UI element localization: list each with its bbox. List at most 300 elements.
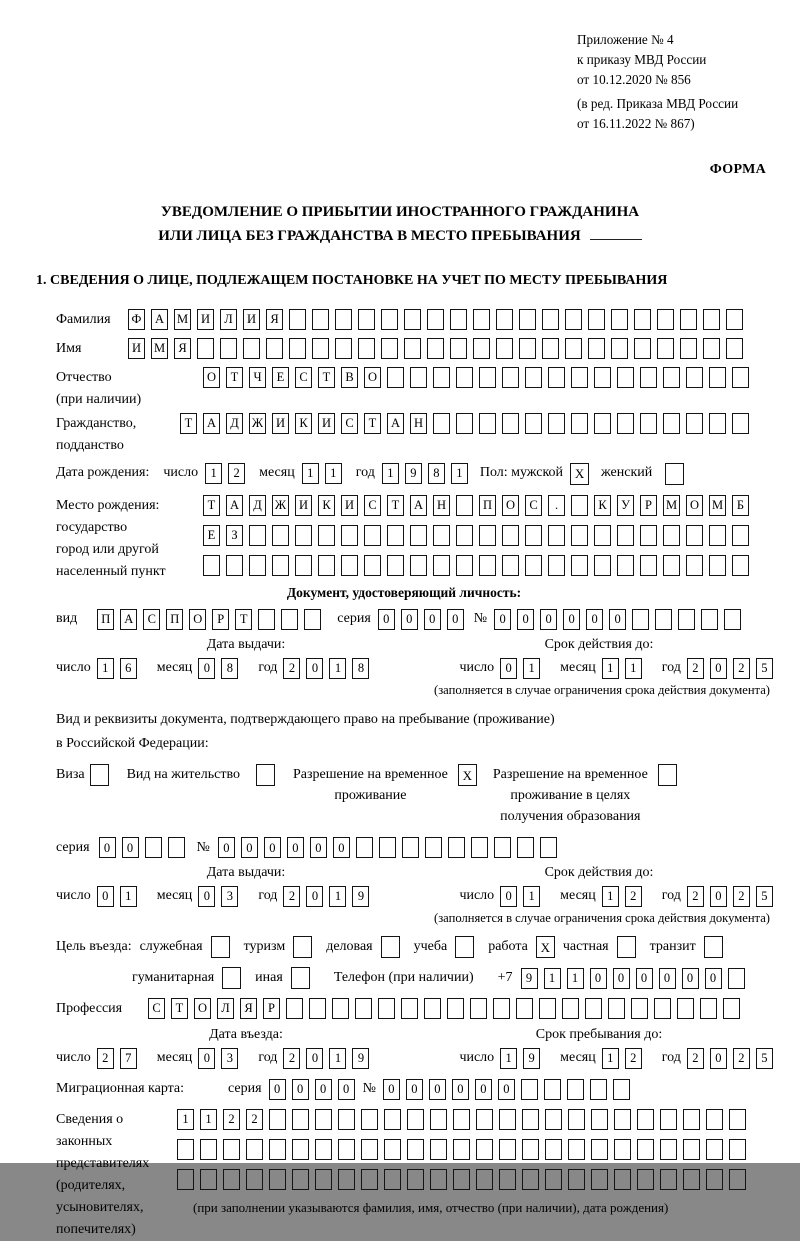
form-cell[interactable]: 6 bbox=[120, 658, 137, 679]
form-cell[interactable] bbox=[571, 555, 588, 576]
form-cell[interactable] bbox=[200, 1139, 217, 1160]
form-cell[interactable]: 0 bbox=[97, 886, 114, 907]
form-cell[interactable] bbox=[660, 1169, 677, 1190]
form-cell[interactable]: М bbox=[663, 495, 680, 516]
form-cell[interactable] bbox=[249, 525, 266, 546]
form-cell[interactable]: К bbox=[594, 495, 611, 516]
form-cell[interactable] bbox=[338, 1139, 355, 1160]
form-cell[interactable] bbox=[430, 1109, 447, 1130]
form-cell[interactable] bbox=[381, 309, 398, 330]
form-cell[interactable]: 1 bbox=[567, 968, 584, 989]
form-cell[interactable] bbox=[545, 1109, 562, 1130]
form-cell[interactable] bbox=[678, 609, 695, 630]
form-cell[interactable]: 0 bbox=[500, 658, 517, 679]
form-cell[interactable] bbox=[407, 1139, 424, 1160]
form-cell[interactable]: 0 bbox=[99, 837, 116, 858]
form-cell[interactable] bbox=[726, 338, 743, 359]
form-cell[interactable] bbox=[706, 1139, 723, 1160]
form-cell[interactable] bbox=[295, 555, 312, 576]
form-cell[interactable] bbox=[387, 367, 404, 388]
form-cell[interactable]: Е bbox=[203, 525, 220, 546]
form-cell[interactable]: 0 bbox=[269, 1079, 286, 1100]
checkbox-business[interactable] bbox=[381, 936, 400, 958]
form-cell[interactable] bbox=[226, 555, 243, 576]
form-cell[interactable]: 0 bbox=[122, 837, 139, 858]
form-cell[interactable]: 8 bbox=[428, 463, 445, 484]
form-cell[interactable] bbox=[525, 413, 542, 434]
form-cell[interactable] bbox=[476, 1169, 493, 1190]
form-cell[interactable]: Т bbox=[203, 495, 220, 516]
form-cell[interactable] bbox=[168, 837, 185, 858]
form-cell[interactable] bbox=[384, 1139, 401, 1160]
form-cell[interactable] bbox=[726, 309, 743, 330]
form-cell[interactable]: 9 bbox=[405, 463, 422, 484]
form-cell[interactable] bbox=[521, 1079, 538, 1100]
form-cell[interactable] bbox=[479, 367, 496, 388]
form-cell[interactable]: У bbox=[617, 495, 634, 516]
form-cell[interactable]: 9 bbox=[521, 968, 538, 989]
form-cell[interactable] bbox=[729, 1109, 746, 1130]
form-cell[interactable] bbox=[663, 367, 680, 388]
form-cell[interactable] bbox=[243, 338, 260, 359]
form-cell[interactable]: О bbox=[686, 495, 703, 516]
form-cell[interactable] bbox=[315, 1139, 332, 1160]
form-cell[interactable]: С bbox=[364, 495, 381, 516]
form-cell[interactable] bbox=[453, 1139, 470, 1160]
form-cell[interactable] bbox=[338, 1109, 355, 1130]
form-cell[interactable] bbox=[545, 1169, 562, 1190]
form-cell[interactable] bbox=[433, 413, 450, 434]
form-cell[interactable]: А bbox=[410, 495, 427, 516]
form-cell[interactable]: 0 bbox=[613, 968, 630, 989]
form-cell[interactable] bbox=[246, 1139, 263, 1160]
form-cell[interactable] bbox=[318, 525, 335, 546]
form-cell[interactable]: 2 bbox=[625, 1048, 642, 1069]
checkbox-transit[interactable] bbox=[704, 936, 723, 958]
form-cell[interactable] bbox=[433, 525, 450, 546]
form-cell[interactable] bbox=[145, 837, 162, 858]
form-cell[interactable] bbox=[286, 998, 303, 1019]
form-cell[interactable] bbox=[640, 525, 657, 546]
form-cell[interactable]: 2 bbox=[223, 1109, 240, 1130]
form-cell[interactable] bbox=[361, 1169, 378, 1190]
form-cell[interactable] bbox=[568, 1169, 585, 1190]
form-cell[interactable] bbox=[617, 555, 634, 576]
form-cell[interactable] bbox=[223, 1139, 240, 1160]
form-cell[interactable] bbox=[729, 1169, 746, 1190]
form-cell[interactable] bbox=[614, 1169, 631, 1190]
form-cell[interactable] bbox=[617, 413, 634, 434]
form-cell[interactable] bbox=[683, 1169, 700, 1190]
form-cell[interactable]: 1 bbox=[602, 658, 619, 679]
form-cell[interactable] bbox=[315, 1109, 332, 1130]
form-cell[interactable]: О bbox=[364, 367, 381, 388]
form-cell[interactable]: 1 bbox=[205, 463, 222, 484]
form-cell[interactable] bbox=[410, 555, 427, 576]
form-cell[interactable] bbox=[269, 1169, 286, 1190]
form-cell[interactable]: 1 bbox=[382, 463, 399, 484]
form-cell[interactable]: 1 bbox=[329, 886, 346, 907]
form-cell[interactable] bbox=[335, 338, 352, 359]
form-cell[interactable]: Р bbox=[263, 998, 280, 1019]
form-cell[interactable] bbox=[493, 998, 510, 1019]
form-cell[interactable] bbox=[456, 555, 473, 576]
form-cell[interactable] bbox=[312, 338, 329, 359]
checkbox-female[interactable] bbox=[665, 463, 684, 485]
form-cell[interactable]: 0 bbox=[590, 968, 607, 989]
form-cell[interactable] bbox=[384, 1169, 401, 1190]
form-cell[interactable]: 1 bbox=[602, 886, 619, 907]
form-cell[interactable]: 1 bbox=[200, 1109, 217, 1130]
checkbox-work[interactable]: X bbox=[536, 936, 555, 958]
form-cell[interactable] bbox=[177, 1139, 194, 1160]
form-cell[interactable]: 9 bbox=[352, 1048, 369, 1069]
form-cell[interactable] bbox=[404, 309, 421, 330]
form-cell[interactable] bbox=[266, 338, 283, 359]
form-cell[interactable] bbox=[594, 367, 611, 388]
form-cell[interactable]: 0 bbox=[310, 837, 327, 858]
form-cell[interactable]: 1 bbox=[329, 658, 346, 679]
form-cell[interactable]: А bbox=[387, 413, 404, 434]
form-cell[interactable] bbox=[614, 1139, 631, 1160]
form-cell[interactable]: А bbox=[226, 495, 243, 516]
form-cell[interactable]: К bbox=[295, 413, 312, 434]
form-cell[interactable] bbox=[732, 555, 749, 576]
form-cell[interactable]: 0 bbox=[710, 658, 727, 679]
form-cell[interactable]: 0 bbox=[429, 1079, 446, 1100]
form-cell[interactable] bbox=[387, 525, 404, 546]
form-cell[interactable]: З bbox=[226, 525, 243, 546]
form-cell[interactable]: 0 bbox=[333, 837, 350, 858]
form-cell[interactable] bbox=[430, 1139, 447, 1160]
form-cell[interactable] bbox=[548, 413, 565, 434]
form-cell[interactable] bbox=[548, 367, 565, 388]
form-cell[interactable] bbox=[709, 525, 726, 546]
form-cell[interactable]: С bbox=[148, 998, 165, 1019]
form-cell[interactable]: 1 bbox=[500, 1048, 517, 1069]
form-cell[interactable] bbox=[632, 609, 649, 630]
form-cell[interactable]: Я bbox=[240, 998, 257, 1019]
form-cell[interactable]: О bbox=[502, 495, 519, 516]
form-cell[interactable] bbox=[706, 1169, 723, 1190]
form-cell[interactable]: 0 bbox=[636, 968, 653, 989]
form-cell[interactable] bbox=[637, 1109, 654, 1130]
form-cell[interactable]: 1 bbox=[177, 1109, 194, 1130]
form-cell[interactable]: 0 bbox=[586, 609, 603, 630]
form-cell[interactable] bbox=[568, 1109, 585, 1130]
form-cell[interactable] bbox=[700, 998, 717, 1019]
form-cell[interactable] bbox=[724, 609, 741, 630]
form-cell[interactable]: 0 bbox=[378, 609, 395, 630]
form-cell[interactable]: И bbox=[341, 495, 358, 516]
form-cell[interactable] bbox=[499, 1139, 516, 1160]
form-cell[interactable]: О bbox=[194, 998, 211, 1019]
form-cell[interactable]: В bbox=[341, 367, 358, 388]
form-cell[interactable] bbox=[571, 525, 588, 546]
form-cell[interactable]: 5 bbox=[756, 886, 773, 907]
form-cell[interactable]: 2 bbox=[246, 1109, 263, 1130]
form-cell[interactable]: 0 bbox=[292, 1079, 309, 1100]
form-cell[interactable]: О bbox=[203, 367, 220, 388]
form-cell[interactable] bbox=[424, 998, 441, 1019]
form-cell[interactable] bbox=[502, 555, 519, 576]
form-cell[interactable]: 5 bbox=[756, 1048, 773, 1069]
form-cell[interactable]: Р bbox=[212, 609, 229, 630]
form-cell[interactable]: М bbox=[709, 495, 726, 516]
form-cell[interactable] bbox=[361, 1109, 378, 1130]
form-cell[interactable] bbox=[430, 1169, 447, 1190]
form-cell[interactable]: 0 bbox=[264, 837, 281, 858]
form-cell[interactable] bbox=[686, 413, 703, 434]
form-cell[interactable] bbox=[655, 609, 672, 630]
form-cell[interactable]: 0 bbox=[383, 1079, 400, 1100]
form-cell[interactable]: 1 bbox=[451, 463, 468, 484]
checkbox-temp-residence[interactable]: X bbox=[458, 764, 477, 786]
form-cell[interactable] bbox=[341, 555, 358, 576]
form-cell[interactable] bbox=[608, 998, 625, 1019]
form-cell[interactable] bbox=[571, 413, 588, 434]
form-cell[interactable] bbox=[448, 837, 465, 858]
form-cell[interactable] bbox=[220, 338, 237, 359]
form-cell[interactable]: 2 bbox=[687, 658, 704, 679]
form-cell[interactable] bbox=[723, 998, 740, 1019]
form-cell[interactable] bbox=[614, 1109, 631, 1130]
form-cell[interactable] bbox=[728, 968, 745, 989]
form-cell[interactable] bbox=[203, 555, 220, 576]
form-cell[interactable]: 1 bbox=[329, 1048, 346, 1069]
form-cell[interactable]: 9 bbox=[352, 886, 369, 907]
form-cell[interactable] bbox=[542, 309, 559, 330]
form-cell[interactable]: 0 bbox=[659, 968, 676, 989]
form-cell[interactable]: 2 bbox=[687, 1048, 704, 1069]
form-cell[interactable]: Т bbox=[235, 609, 252, 630]
form-cell[interactable] bbox=[634, 309, 651, 330]
form-cell[interactable] bbox=[567, 1079, 584, 1100]
form-cell[interactable]: 0 bbox=[241, 837, 258, 858]
form-cell[interactable]: 0 bbox=[198, 886, 215, 907]
checkbox-study[interactable] bbox=[455, 936, 474, 958]
form-cell[interactable] bbox=[456, 495, 473, 516]
form-cell[interactable] bbox=[309, 998, 326, 1019]
form-cell[interactable]: 2 bbox=[283, 658, 300, 679]
form-cell[interactable]: 8 bbox=[221, 658, 238, 679]
form-cell[interactable] bbox=[631, 998, 648, 1019]
form-cell[interactable]: 1 bbox=[302, 463, 319, 484]
form-cell[interactable] bbox=[387, 555, 404, 576]
form-cell[interactable]: М bbox=[174, 309, 191, 330]
form-cell[interactable] bbox=[729, 1139, 746, 1160]
form-cell[interactable] bbox=[663, 525, 680, 546]
form-cell[interactable]: 0 bbox=[306, 1048, 323, 1069]
form-cell[interactable]: Т bbox=[364, 413, 381, 434]
form-cell[interactable] bbox=[258, 609, 275, 630]
form-cell[interactable] bbox=[701, 609, 718, 630]
form-cell[interactable]: 0 bbox=[452, 1079, 469, 1100]
form-cell[interactable]: Т bbox=[171, 998, 188, 1019]
form-cell[interactable] bbox=[272, 525, 289, 546]
form-cell[interactable]: Д bbox=[226, 413, 243, 434]
form-cell[interactable] bbox=[292, 1169, 309, 1190]
form-cell[interactable] bbox=[471, 837, 488, 858]
checkbox-tourism[interactable] bbox=[293, 936, 312, 958]
form-cell[interactable] bbox=[499, 1169, 516, 1190]
form-cell[interactable]: 0 bbox=[401, 609, 418, 630]
form-cell[interactable] bbox=[379, 837, 396, 858]
form-cell[interactable]: С bbox=[341, 413, 358, 434]
form-cell[interactable] bbox=[433, 367, 450, 388]
form-cell[interactable]: 2 bbox=[733, 1048, 750, 1069]
form-cell[interactable] bbox=[568, 1139, 585, 1160]
form-cell[interactable] bbox=[732, 413, 749, 434]
form-cell[interactable] bbox=[456, 525, 473, 546]
form-cell[interactable] bbox=[427, 338, 444, 359]
form-cell[interactable]: 2 bbox=[687, 886, 704, 907]
form-cell[interactable] bbox=[318, 555, 335, 576]
form-cell[interactable]: . bbox=[548, 495, 565, 516]
form-cell[interactable]: 0 bbox=[198, 658, 215, 679]
form-cell[interactable]: 0 bbox=[306, 658, 323, 679]
form-cell[interactable]: П bbox=[479, 495, 496, 516]
form-cell[interactable] bbox=[548, 555, 565, 576]
checkbox-residence-permit[interactable] bbox=[256, 764, 275, 786]
form-cell[interactable]: 0 bbox=[306, 886, 323, 907]
form-cell[interactable]: Я bbox=[266, 309, 283, 330]
form-cell[interactable] bbox=[594, 555, 611, 576]
form-cell[interactable]: А bbox=[203, 413, 220, 434]
form-cell[interactable] bbox=[703, 309, 720, 330]
form-cell[interactable]: 0 bbox=[500, 886, 517, 907]
form-cell[interactable] bbox=[640, 555, 657, 576]
form-cell[interactable]: 2 bbox=[283, 886, 300, 907]
form-cell[interactable]: 1 bbox=[602, 1048, 619, 1069]
form-cell[interactable]: 0 bbox=[498, 1079, 515, 1100]
form-cell[interactable]: 0 bbox=[406, 1079, 423, 1100]
form-cell[interactable]: Ф bbox=[128, 309, 145, 330]
form-cell[interactable]: 1 bbox=[625, 658, 642, 679]
form-cell[interactable] bbox=[519, 309, 536, 330]
form-cell[interactable]: 0 bbox=[494, 609, 511, 630]
form-cell[interactable] bbox=[295, 525, 312, 546]
form-cell[interactable] bbox=[378, 998, 395, 1019]
form-cell[interactable] bbox=[522, 1169, 539, 1190]
form-cell[interactable]: 0 bbox=[540, 609, 557, 630]
checkbox-other[interactable] bbox=[291, 967, 310, 989]
form-cell[interactable] bbox=[502, 367, 519, 388]
form-cell[interactable] bbox=[548, 525, 565, 546]
form-cell[interactable] bbox=[332, 998, 349, 1019]
form-cell[interactable] bbox=[364, 555, 381, 576]
form-cell[interactable]: А bbox=[120, 609, 137, 630]
form-cell[interactable] bbox=[525, 525, 542, 546]
form-cell[interactable]: М bbox=[151, 338, 168, 359]
form-cell[interactable] bbox=[358, 309, 375, 330]
form-cell[interactable]: Т bbox=[226, 367, 243, 388]
form-cell[interactable] bbox=[571, 367, 588, 388]
checkbox-visa[interactable] bbox=[90, 764, 109, 786]
form-cell[interactable] bbox=[706, 1109, 723, 1130]
form-cell[interactable] bbox=[407, 1169, 424, 1190]
form-cell[interactable]: Д bbox=[249, 495, 266, 516]
form-cell[interactable]: Ж bbox=[249, 413, 266, 434]
form-cell[interactable]: Л bbox=[217, 998, 234, 1019]
form-cell[interactable]: 0 bbox=[609, 609, 626, 630]
form-cell[interactable]: 0 bbox=[563, 609, 580, 630]
form-cell[interactable] bbox=[640, 413, 657, 434]
form-cell[interactable]: 7 bbox=[120, 1048, 137, 1069]
form-cell[interactable] bbox=[686, 525, 703, 546]
form-cell[interactable] bbox=[502, 413, 519, 434]
form-cell[interactable] bbox=[473, 338, 490, 359]
form-cell[interactable] bbox=[680, 338, 697, 359]
form-cell[interactable] bbox=[709, 413, 726, 434]
form-cell[interactable] bbox=[640, 367, 657, 388]
form-cell[interactable]: Т bbox=[318, 367, 335, 388]
form-cell[interactable] bbox=[453, 1169, 470, 1190]
form-cell[interactable] bbox=[450, 309, 467, 330]
form-cell[interactable] bbox=[686, 555, 703, 576]
form-cell[interactable] bbox=[249, 555, 266, 576]
form-cell[interactable]: 0 bbox=[218, 837, 235, 858]
form-cell[interactable]: 0 bbox=[447, 609, 464, 630]
form-cell[interactable] bbox=[361, 1139, 378, 1160]
form-cell[interactable] bbox=[496, 338, 513, 359]
form-cell[interactable] bbox=[540, 837, 557, 858]
form-cell[interactable] bbox=[634, 338, 651, 359]
form-cell[interactable]: Р bbox=[640, 495, 657, 516]
form-cell[interactable] bbox=[381, 338, 398, 359]
form-cell[interactable]: С bbox=[295, 367, 312, 388]
form-cell[interactable] bbox=[525, 555, 542, 576]
form-cell[interactable]: 1 bbox=[544, 968, 561, 989]
form-cell[interactable]: Н bbox=[433, 495, 450, 516]
form-cell[interactable] bbox=[456, 413, 473, 434]
form-cell[interactable] bbox=[545, 1139, 562, 1160]
form-cell[interactable] bbox=[686, 367, 703, 388]
form-cell[interactable]: Я bbox=[174, 338, 191, 359]
checkbox-humanitarian[interactable] bbox=[222, 967, 241, 989]
form-cell[interactable]: И bbox=[197, 309, 214, 330]
form-cell[interactable] bbox=[660, 1139, 677, 1160]
form-cell[interactable] bbox=[427, 309, 444, 330]
form-cell[interactable]: 0 bbox=[682, 968, 699, 989]
form-cell[interactable] bbox=[663, 555, 680, 576]
checkbox-male[interactable]: X bbox=[570, 463, 589, 485]
form-cell[interactable] bbox=[657, 338, 674, 359]
form-cell[interactable] bbox=[494, 837, 511, 858]
form-cell[interactable] bbox=[456, 367, 473, 388]
form-cell[interactable]: С bbox=[143, 609, 160, 630]
form-cell[interactable] bbox=[683, 1109, 700, 1130]
form-cell[interactable]: И bbox=[272, 413, 289, 434]
form-cell[interactable]: 1 bbox=[325, 463, 342, 484]
checkbox-official[interactable] bbox=[211, 936, 230, 958]
form-cell[interactable] bbox=[223, 1169, 240, 1190]
form-cell[interactable] bbox=[410, 367, 427, 388]
form-cell[interactable]: П bbox=[166, 609, 183, 630]
form-cell[interactable] bbox=[611, 309, 628, 330]
checkbox-private[interactable] bbox=[617, 936, 636, 958]
form-cell[interactable]: 0 bbox=[287, 837, 304, 858]
form-cell[interactable] bbox=[200, 1169, 217, 1190]
form-cell[interactable] bbox=[425, 837, 442, 858]
form-cell[interactable] bbox=[732, 367, 749, 388]
form-cell[interactable] bbox=[522, 1109, 539, 1130]
form-cell[interactable] bbox=[588, 309, 605, 330]
form-cell[interactable] bbox=[680, 309, 697, 330]
form-cell[interactable]: 1 bbox=[523, 658, 540, 679]
form-cell[interactable] bbox=[637, 1139, 654, 1160]
form-cell[interactable]: Е bbox=[272, 367, 289, 388]
